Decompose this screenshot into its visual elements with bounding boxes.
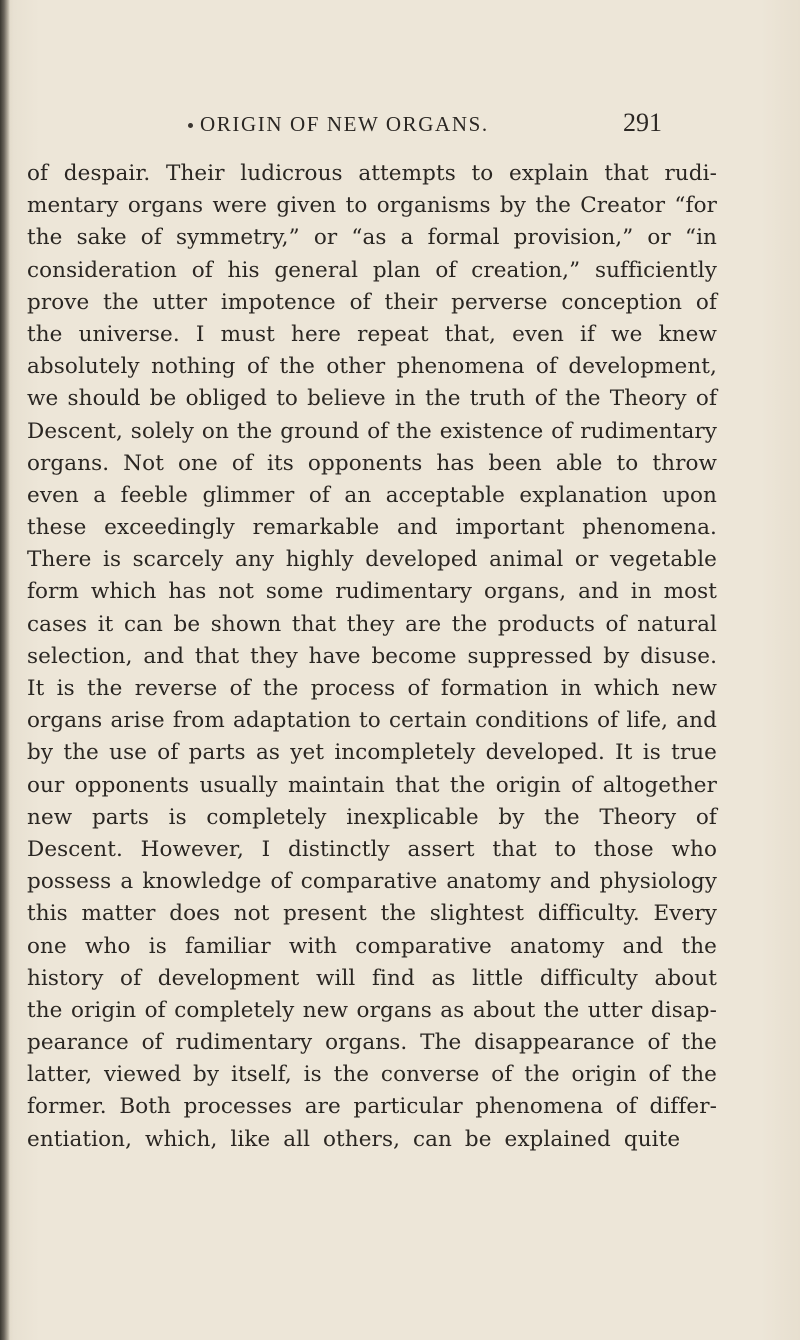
text-line: absolutely nothing of the other phenomena of development,	[27, 354, 717, 380]
text-line: consideration of his general plan of creation,” sufficiently	[27, 257, 717, 283]
text-line: these exceedingly remarkable and important phenomena.	[27, 515, 717, 541]
text-line: by the use of parts as yet incompletely developed. It is true	[27, 740, 717, 766]
bullet-mark	[188, 123, 193, 128]
text-line: entiation, which, like all others, can be explained quite	[27, 1126, 681, 1152]
text-line: of despair. Their ludicrous attempts to explain that rudi-	[27, 161, 717, 186]
text-line: history of development will find as little difficulty about	[27, 965, 717, 991]
text-line: selection, and that they have become suppressed by disuse.	[27, 643, 717, 669]
text-line: pearance of rudimentary organs. The disappearance of the	[27, 1030, 717, 1056]
page-number: 291	[623, 108, 662, 137]
text-line: prove the utter impotence of their perverse conception of	[27, 289, 717, 315]
text-line: even a feeble glimmer of an acceptable explanation upon	[27, 482, 717, 508]
text-line: latter, viewed by itself, is the converse of the origin of the	[27, 1062, 717, 1088]
text-line: cases it can be shown that they are the products of natural	[27, 611, 717, 637]
text-line: organs arise from adaptation to certain conditions of life, and	[27, 708, 717, 734]
text-line: Descent, solely on the ground of the existence of rudimentary	[27, 418, 717, 444]
text-line: Descent. However, I distinctly assert that to those who	[27, 836, 717, 862]
text-line: we should be obliged to believe in the truth of the Theory of	[27, 386, 717, 412]
text-line: the sake of symmetry,” or “as a formal provision,” or “in	[27, 225, 717, 251]
body-text	[27, 158, 717, 1156]
text-line: our opponents usually maintain that the origin of altogether	[27, 772, 717, 798]
chapter-title: ORIGIN OF NEW ORGANS.	[200, 112, 489, 136]
text-line: mentary organs were given to organisms by the Creator “for	[27, 193, 717, 219]
text-line: the universe. I must here repeat that, even if we knew	[27, 321, 717, 347]
text-line: possess a knowledge of comparative anatomy and physiology	[27, 869, 717, 895]
text-line: former. Both processes are particular phenomena of differ-	[27, 1094, 717, 1120]
binding-gutter	[0, 0, 10, 1340]
text-line: new parts is completely inexplicable by the Theory of	[27, 804, 717, 830]
text-line: It is the reverse of the process of formation in which new	[27, 676, 717, 701]
text-line: form which has not some rudimentary organs, and in most	[27, 579, 717, 605]
text-line: this matter does not present the slightest difficulty. Every	[27, 901, 717, 927]
text-line: the origin of completely new organs as about the utter disap-	[27, 997, 717, 1023]
text-line: There is scarcely any highly developed animal or vegetable	[27, 547, 717, 573]
text-line: organs. Not one of its opponents has been able to throw	[27, 450, 717, 476]
running-head	[0, 108, 800, 142]
text-line: one who is familiar with comparative anatomy and the	[27, 933, 717, 959]
